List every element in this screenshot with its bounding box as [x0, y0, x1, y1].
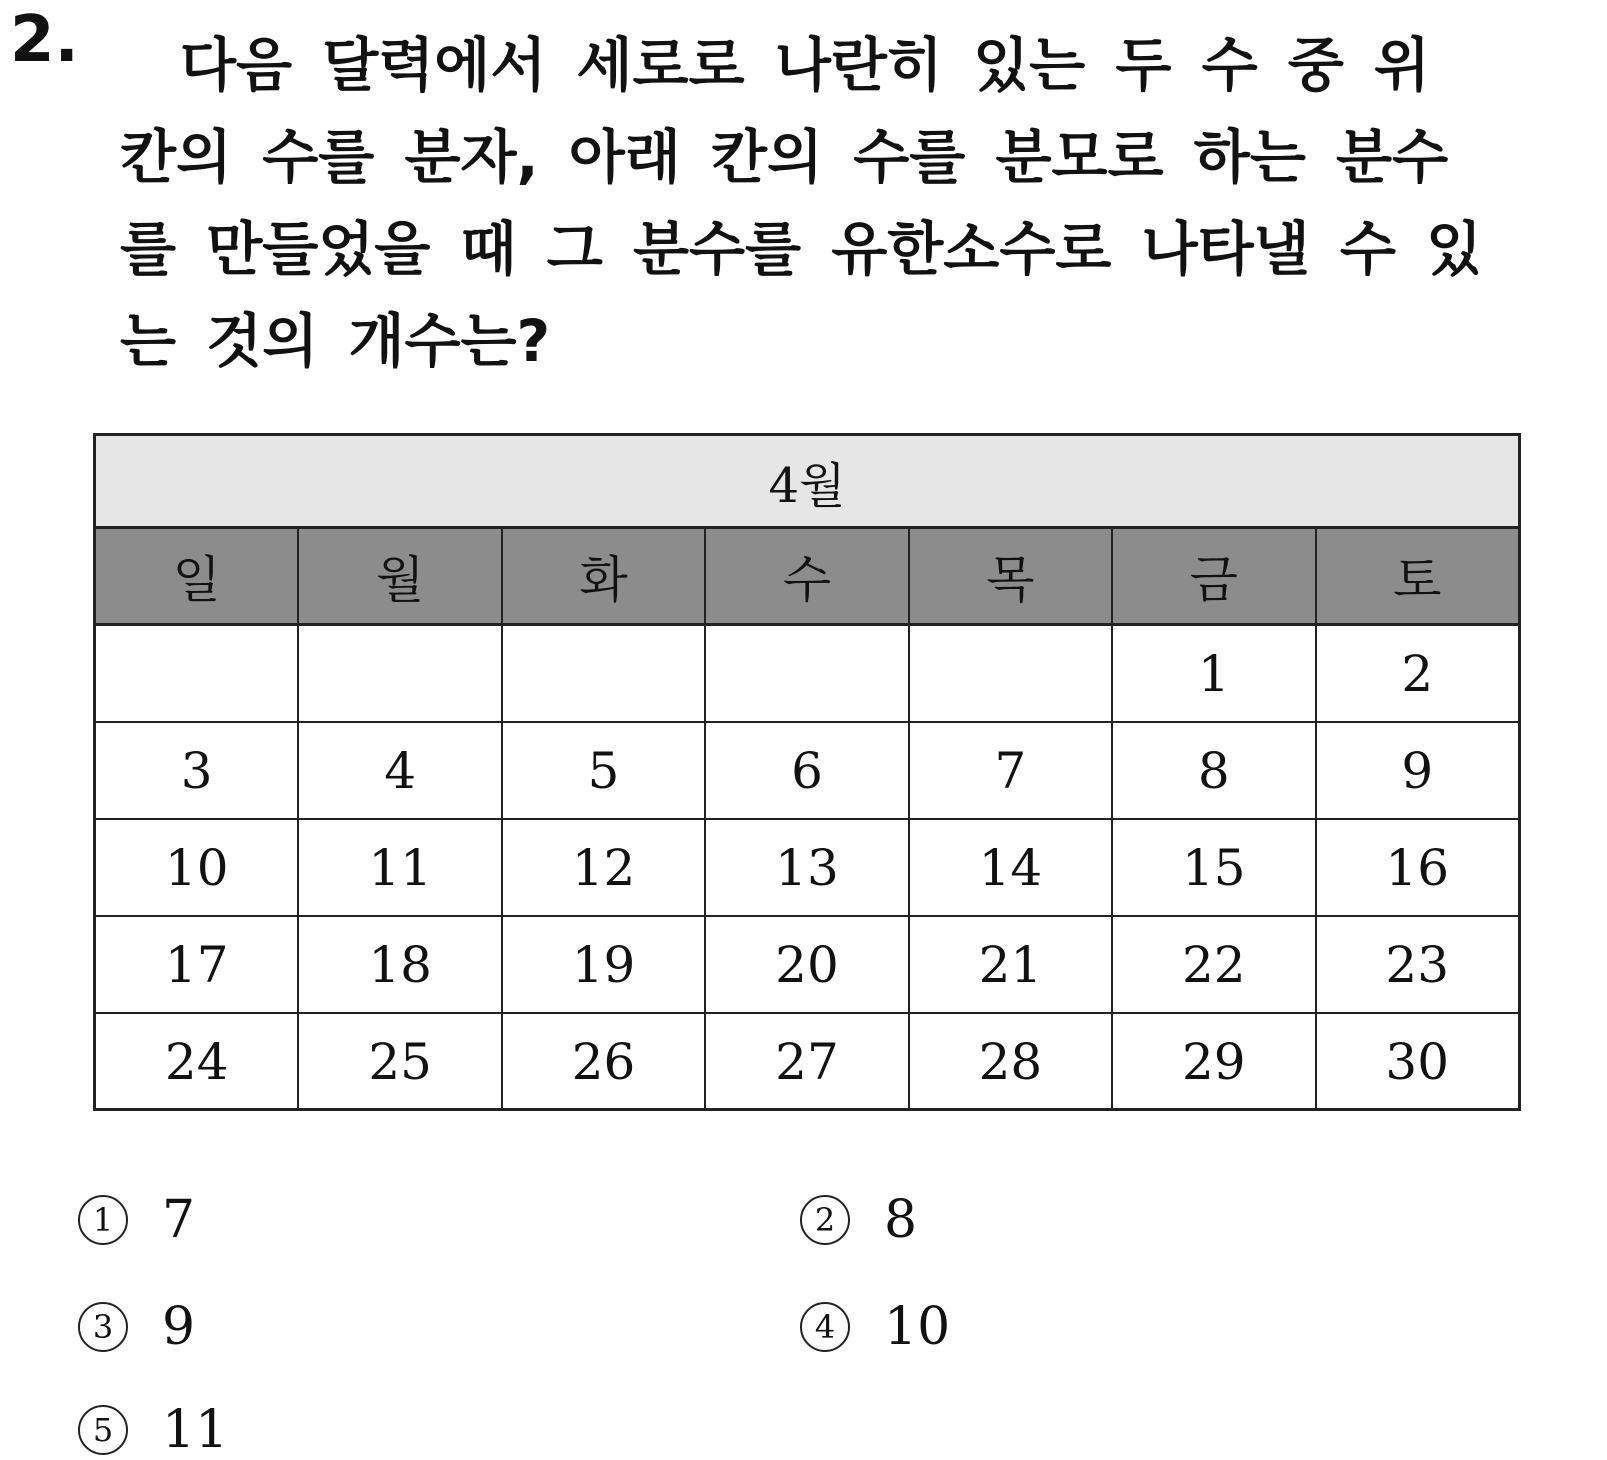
day-cell: 14 — [910, 820, 1113, 915]
question-number: 2. — [10, 3, 79, 77]
day-cell: 20 — [706, 917, 909, 1012]
choice-5[interactable] — [78, 1400, 228, 1460]
question-line-4: 는 것의 개수는? — [120, 307, 551, 375]
question-line-1: 다음 달력에서 세로로 나란히 있는 두 수 중 위 — [180, 31, 1431, 99]
choice-marker: 5 — [78, 1405, 128, 1455]
week-row-5 — [96, 1014, 1518, 1109]
day-cell: 10 — [96, 820, 299, 915]
day-cell: 12 — [503, 820, 706, 915]
day-cell: 19 — [503, 917, 706, 1012]
day-cell: 9 — [1401, 741, 1434, 800]
day-cell — [503, 626, 706, 721]
day-cell: 1 — [1113, 626, 1316, 721]
choice-marker: 3 — [78, 1302, 128, 1352]
day-cell: 24 — [96, 1014, 299, 1109]
day-cell: 16 — [1385, 838, 1450, 897]
choice-marker: 1 — [78, 1195, 128, 1245]
day-cell — [910, 626, 1113, 721]
week-row-4 — [96, 917, 1518, 1014]
week-row-1 — [96, 626, 1518, 723]
choice-1[interactable] — [78, 1190, 195, 1250]
calendar-title: 4월 — [96, 436, 1518, 529]
day-cell: 13 — [706, 820, 909, 915]
question-line-3: 를 만들었을 때 그 분수를 유한소수로 나타낼 수 있 — [120, 215, 1483, 283]
day-cell: 7 — [910, 723, 1113, 818]
day-cell: 18 — [299, 917, 502, 1012]
calendar-table — [93, 433, 1521, 1111]
day-cell: 26 — [503, 1014, 706, 1109]
day-cell: 22 — [1113, 917, 1316, 1012]
question-line-2: 칸의 수를 분자, 아래 칸의 수를 분모로 하는 분수 — [120, 123, 1449, 191]
weekday-fri: 금 — [1113, 529, 1316, 623]
choice-3[interactable] — [78, 1297, 195, 1357]
choice-value: 9 — [162, 1297, 196, 1357]
day-cell: 5 — [503, 723, 706, 818]
day-cell — [299, 626, 502, 721]
weekday-mon: 월 — [299, 529, 502, 623]
choice-marker: 2 — [800, 1195, 850, 1245]
day-cell — [706, 626, 909, 721]
day-cell: 4 — [299, 723, 502, 818]
weekday-tue: 화 — [503, 529, 706, 623]
day-cell: 29 — [1113, 1014, 1316, 1109]
day-cell: 28 — [910, 1014, 1113, 1109]
day-cell: 27 — [706, 1014, 909, 1109]
weekday-thu: 목 — [910, 529, 1113, 623]
day-cell: 15 — [1113, 820, 1316, 915]
weekday-wed: 수 — [706, 529, 909, 623]
day-cell: 30 — [1385, 1032, 1450, 1091]
weekday-header-row — [96, 529, 1518, 626]
day-cell: 21 — [910, 917, 1113, 1012]
choice-marker: 4 — [800, 1302, 850, 1352]
choice-value: 11 — [162, 1400, 229, 1460]
choice-value: 10 — [884, 1297, 951, 1357]
day-cell: 11 — [299, 820, 502, 915]
day-cell: 8 — [1113, 723, 1316, 818]
choice-value: 7 — [162, 1190, 196, 1250]
choice-2[interactable] — [800, 1190, 917, 1250]
choice-4[interactable] — [800, 1297, 950, 1357]
day-cell: 3 — [96, 723, 299, 818]
weekday-sat: 토 — [1393, 551, 1442, 609]
day-cell — [96, 626, 299, 721]
week-row-3 — [96, 820, 1518, 917]
day-cell: 25 — [299, 1014, 502, 1109]
day-cell: 2 — [1401, 644, 1434, 703]
day-cell: 23 — [1385, 935, 1450, 994]
week-row-2 — [96, 723, 1518, 820]
day-cell: 17 — [96, 917, 299, 1012]
choice-value: 8 — [884, 1190, 918, 1250]
weekday-sun: 일 — [96, 529, 299, 623]
day-cell: 6 — [706, 723, 909, 818]
